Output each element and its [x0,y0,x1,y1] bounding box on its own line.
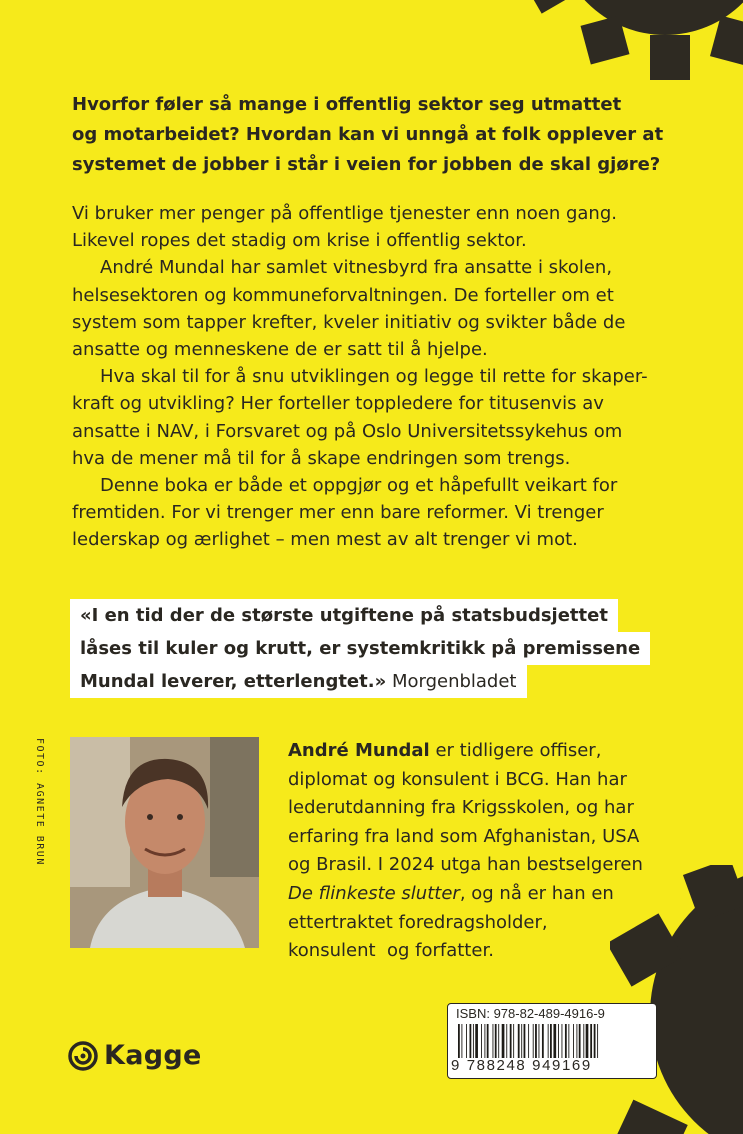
barcode-bar [542,1024,544,1058]
review-quote [70,599,650,698]
barcode-bar [562,1024,563,1058]
barcode-bar [565,1024,567,1058]
barcode-bar [553,1024,556,1058]
quote-source: Morgenbladet [386,671,517,692]
barcode-bar [579,1024,581,1058]
barcode-bar [550,1024,552,1058]
barcode-bar [548,1024,549,1058]
quote-line: «I en tid der de største utgiftene på statsbudsjettet [70,599,618,632]
blurb-paragraph: Vi bruker mer penger på offentlige tjenester enn noen gang. Likevel ropes det stadig om krise i offentlig sektor. [72,203,617,252]
barcode-bar [466,1024,467,1058]
barcode-bar [513,1024,514,1058]
barcode-bar [461,1024,462,1058]
barcode-bar [481,1024,482,1058]
intro-question [72,90,692,180]
author-bio: André Mundal er tidligere offiser, diplomat og konsulent i BCG. Han har lederutdanning fra Krigsskolen, og har erfaring fra land som Afghanistan, USA og Brasil. I 2024 utga han bestselgeren De flinkeste slutter, og nå er han en ettertraktet foredragsholder, konsulent og forfatter. [288,740,643,962]
barcode-bar [586,1024,589,1058]
author-photo [70,737,259,948]
isbn-barcode [447,1003,657,1079]
blurb-paragraph: Denne boka er både et oppgjør og et håpefullt veikart for fremtiden. For vi trenger mer enn bare reformer. Vi trenger lederskap og ærlighet – men mest av alt trenger vi mot. [72,475,618,551]
barcode-bar [597,1024,598,1058]
barcode-bar [470,1024,472,1058]
barcode-bar [528,1024,529,1058]
book-title: De flinkeste slutter [288,882,460,904]
barcode-bar [535,1024,537,1058]
barcode-bar [573,1024,574,1058]
barcode-bar [498,1024,499,1058]
barcode-bar [487,1024,489,1058]
blurb-paragraph: Hva skal til for å snu utviklingen og legge til rette for skaper- kraft og utvikling? Her forteller toppledere for titusenvis av ansatte i NAV, i Forsvaret og på Oslo Universitetssykehus om hva de mener må til for å skape endringen som trengs. [72,366,648,469]
intro-line: og motarbeidet? Hvordan kan vi unngå at folk opplever at [72,124,664,145]
barcode-bar [493,1024,494,1058]
publisher-logo [68,1040,202,1071]
barcode-bar [495,1024,497,1058]
barcode-bar [533,1024,534,1058]
gear-top-right-icon [490,0,743,100]
barcode-bar [510,1024,512,1058]
photo-credit: FOTO: AGNETE BRUN [34,738,45,866]
blurb-paragraph: André Mundal har samlet vitnesbyrd fra ansatte i skolen, helsesektoren og kommuneforvaltningen. De forteller om et system som tapper krefter, kveler initiativ og svikter både de ansatte og menneskene de er satt til å hjelpe. [72,257,626,361]
barcode-bar [521,1024,522,1058]
intro-line: Hvorfor føler så mange i offentlig sektor seg utmattet [72,94,622,115]
barcode-bar [539,1024,540,1058]
author-portrait-icon [70,737,259,948]
author-name: André Mundal [288,740,430,761]
barcode-bar [506,1024,507,1058]
quote-line: låses til kuler og krutt, er systemkritikk på premissene [70,632,650,665]
isbn-label: ISBN: 978-82-489-4916-9 [456,1006,605,1021]
barcode-bar [568,1024,569,1058]
spiral-logo-icon [68,1041,98,1071]
barcode-bar [458,1024,460,1058]
intro-line: systemet de jobber i står i veien for jobben de skal gjøre? [72,154,661,175]
barcode-bar [473,1024,474,1058]
quote-line: Mundal leverer, etterlengtet.» Morgenbladet [70,665,527,698]
barcode-bar [583,1024,584,1058]
barcode-bar [524,1024,526,1058]
isbn-digits: 9 788248 949169 [451,1057,592,1074]
publisher-name: Kagge [104,1040,202,1071]
barcode-bar [594,1024,596,1058]
barcode-bar [518,1024,520,1058]
barcode-bar [576,1024,577,1058]
barcode-bar [475,1024,478,1058]
barcode-bar [590,1024,592,1058]
barcode-bar [484,1024,485,1058]
blurb-body [72,200,692,554]
barcode-bar [558,1024,559,1058]
barcode-icon [458,1024,648,1058]
barcode-bar [502,1024,505,1058]
